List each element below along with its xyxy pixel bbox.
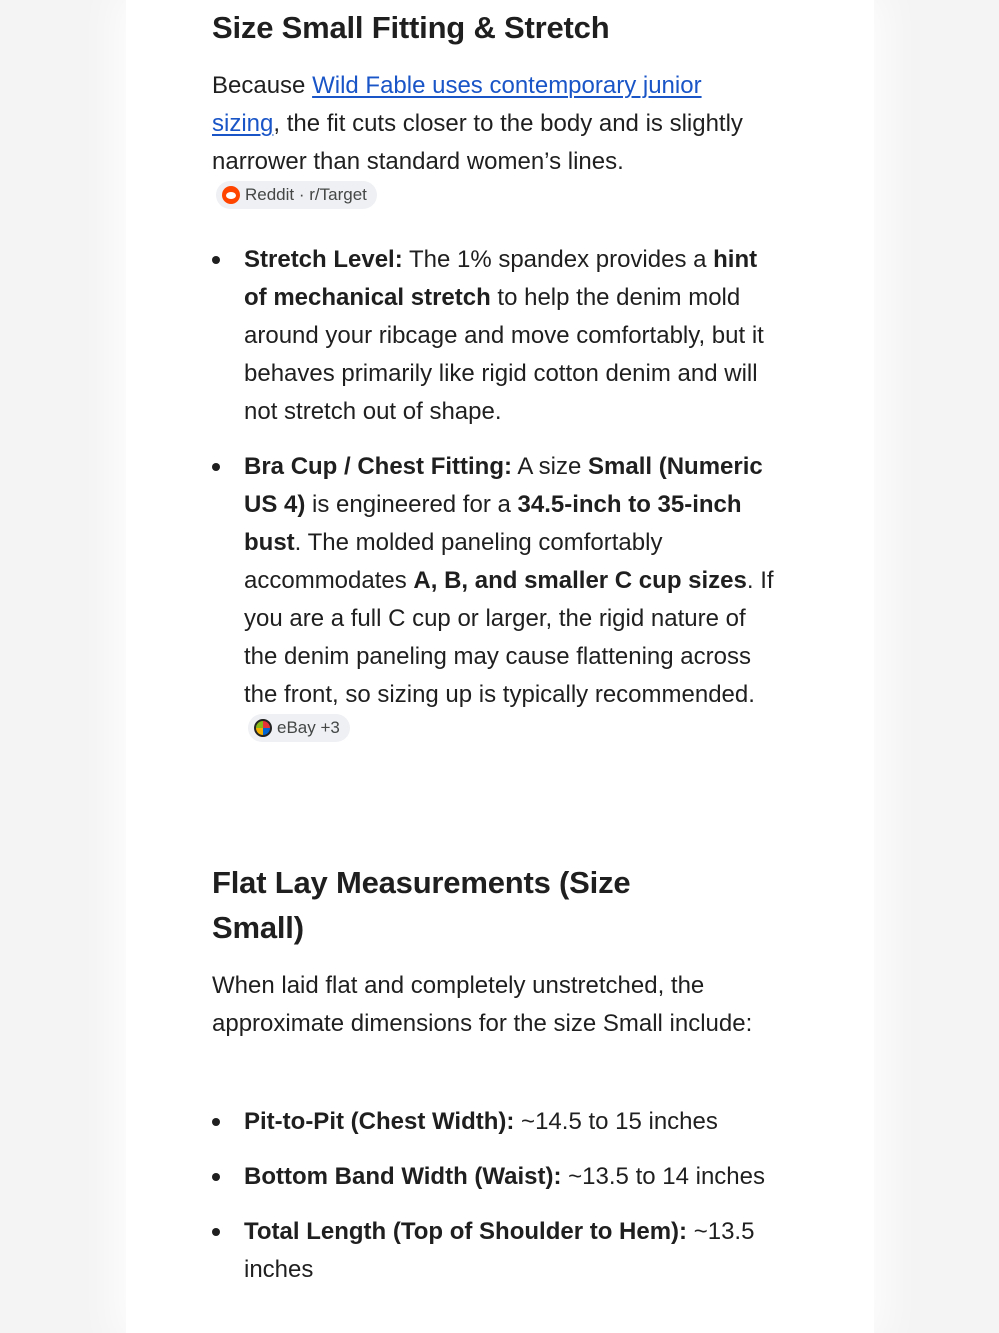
bullet-label: Stretch Level: [244,246,403,273]
measurements-intro-paragraph: When laid flat and completely unstretched, the approximate dimensions for the size Small include: [212,972,753,1037]
bullet-text: A size [511,453,589,480]
bullet-dot [212,463,220,471]
source-chip-label: eBay +3 [277,718,340,737]
fitting-bullet-list [212,241,782,752]
bullet-label: Total Length (Top of Shoulder to Hem): [244,1218,688,1245]
bullet-emphasis: Small (Numeric US 4) [244,453,763,518]
list-item-stretch-level [212,241,782,431]
bullet-emphasis: hint of mechanical stretch [244,246,758,311]
bullet-emphasis: 34.5-inch to 35-inch bust [244,491,742,556]
bullet-dot [212,1173,220,1181]
junior-sizing-link[interactable]: Wild Fable uses contemporary junior sizing [212,72,702,137]
bullet-value: ~14.5 to 15 inches [514,1108,718,1135]
intro-prefix: Because [212,72,313,99]
list-item-chest-fitting [212,448,782,752]
bullet-label: Bra Cup / Chest Fitting: [244,453,512,480]
bullet-emphasis: A, B, and smaller C cup sizes [413,567,747,594]
source-chip-reddit[interactable] [216,181,377,209]
bullet-text: is engineered for a [305,491,518,518]
article-page [126,0,874,1333]
bullet-text: to help the denim mold around your ribcage and move comfortably, but it behaves primarily like rigid cotton denim and will not stretch out of shape. [244,284,764,425]
bullet-text: . The molded paneling comfortably accommodates [244,529,663,594]
bullet-label: Bottom Band Width (Waist): [244,1163,562,1190]
bullet-value: ~13.5 inches [244,1218,755,1283]
section-heading-fitting: Size Small Fitting & Stretch [212,10,610,45]
intro-suffix: , the fit cuts closer to the body and is slightly narrower than standard women’s lines. [212,110,743,175]
bullet-dot [212,1228,220,1236]
ebay-icon [254,719,272,737]
bullet-text: The 1% spandex provides a [402,246,714,273]
source-chip-ebay[interactable] [248,714,350,742]
bullet-value: ~13.5 to 14 inches [561,1163,765,1190]
bullet-label: Pit-to-Pit (Chest Width): [244,1108,515,1135]
bullet-dot [212,256,220,264]
section-heading-measurements: Flat Lay Measurements (Size Small) [212,865,631,945]
bullet-dot [212,1118,220,1126]
bullet-text: . If you are a full C cup or larger, the rigid nature of the denim paneling may cause flattening across the front, so sizing up is typically recommended. [244,567,774,708]
source-chip-label: Reddit · r/Target [245,185,367,204]
list-item-total-length [212,1213,782,1289]
list-item-bottom-band [212,1158,782,1196]
reddit-icon [222,186,240,204]
fitting-intro-paragraph [212,67,772,219]
list-item-pit-to-pit [212,1103,782,1141]
measurements-bullet-list [212,1103,782,1289]
